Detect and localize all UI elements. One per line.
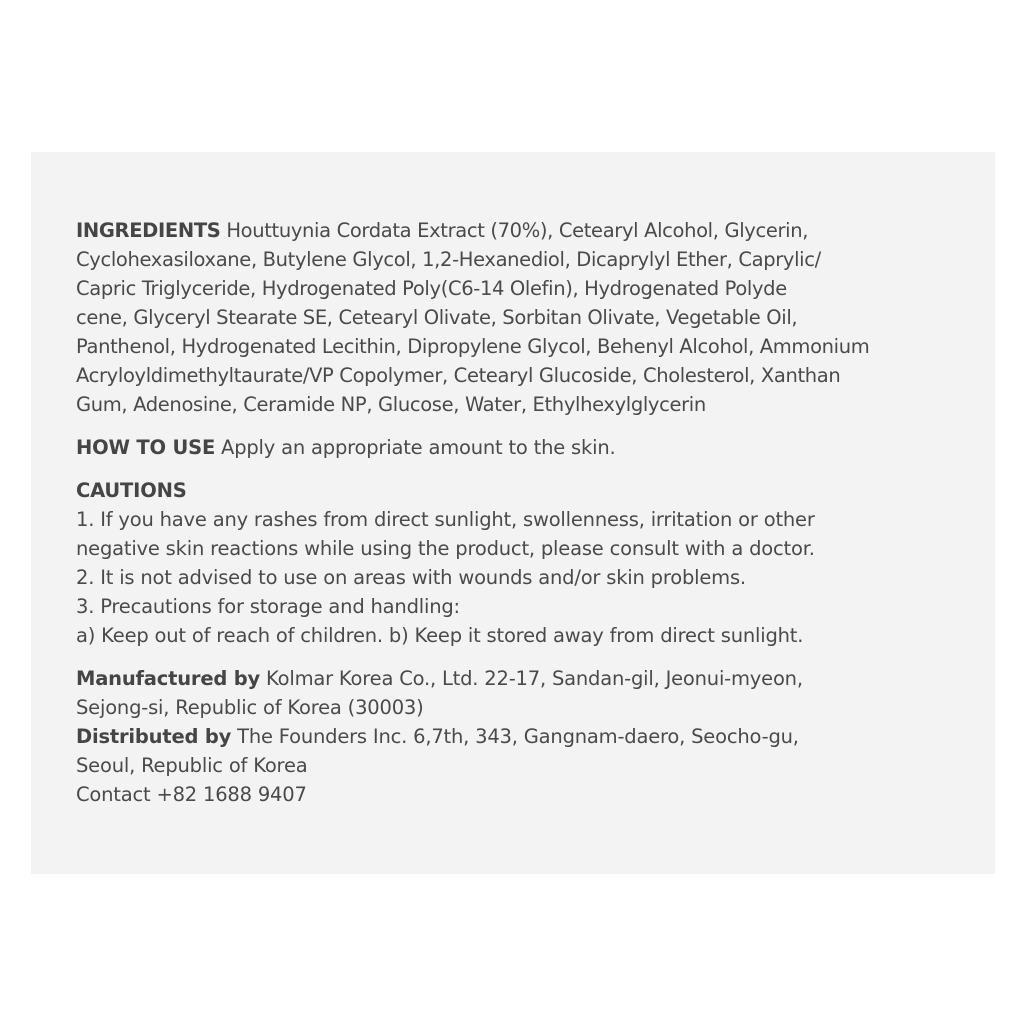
caution-line: 3. Precautions for storage and handling:: [76, 595, 460, 618]
ingredients-line: Gum, Adenosine, Ceramide NP, Glucose, Water, Ethylhexylglycerin: [76, 393, 706, 416]
ingredients-line: Panthenol, Hydrogenated Lecithin, Dipropylene Glycol, Behenyl Alcohol, Ammonium: [76, 335, 870, 358]
manufacturer-line: Manufactured by Kolmar Korea Co., Ltd. 22-17, Sandan-gil, Jeonui-myeon,: [76, 667, 803, 690]
manufacturer-address: Sejong-si, Republic of Korea (30003): [76, 696, 424, 719]
contact-line: Contact +82 1688 9407: [76, 783, 307, 806]
distributor-heading: Distributed by: [76, 725, 232, 748]
caution-line: negative skin reactions while using the product, please consult with a doctor.: [76, 537, 815, 560]
ingredients-line: Capric Triglyceride, Hydrogenated Poly(C6-14 Olefin), Hydrogenated Polyde: [76, 277, 787, 300]
company-info-section: [76, 664, 955, 809]
distributor-address: Seoul, Republic of Korea: [76, 754, 308, 777]
ingredients-line: INGREDIENTS Houttuynia Cordata Extract (70%), Cetearyl Alcohol, Glycerin,: [76, 219, 809, 242]
ingredients-line: Acryloyldimethyltaurate/VP Copolymer, Cetearyl Glucoside, Cholesterol, Xanthan: [76, 364, 841, 387]
caution-line: 2. It is not advised to use on areas with wounds and/or skin problems.: [76, 566, 746, 589]
ingredients-line: Cyclohexasiloxane, Butylene Glycol, 1,2-Hexanediol, Dicaprylyl Ether, Caprylic/: [76, 248, 821, 271]
ingredients-label-panel: [31, 152, 995, 874]
caution-line: a) Keep out of reach of children. b) Keep it stored away from direct sunlight.: [76, 624, 804, 647]
cautions-heading: CAUTIONS: [76, 479, 187, 502]
ingredients-section: [76, 216, 955, 419]
caution-line: 1. If you have any rashes from direct sunlight, swollenness, irritation or other: [76, 508, 815, 531]
manufacturer-heading: Manufactured by: [76, 667, 260, 690]
how-to-use-section: [76, 433, 955, 462]
distributor-line: Distributed by The Founders Inc. 6,7th, 343, Gangnam-daero, Seocho-gu,: [76, 725, 799, 748]
ingredients-line: cene, Glyceryl Stearate SE, Cetearyl Olivate, Sorbitan Olivate, Vegetable Oil,: [76, 306, 798, 329]
how-to-use-line: HOW TO USE Apply an appropriate amount to the skin.: [76, 436, 616, 459]
cautions-section: [76, 476, 955, 650]
how-to-use-heading: HOW TO USE: [76, 436, 216, 459]
ingredients-heading: INGREDIENTS: [76, 219, 221, 242]
